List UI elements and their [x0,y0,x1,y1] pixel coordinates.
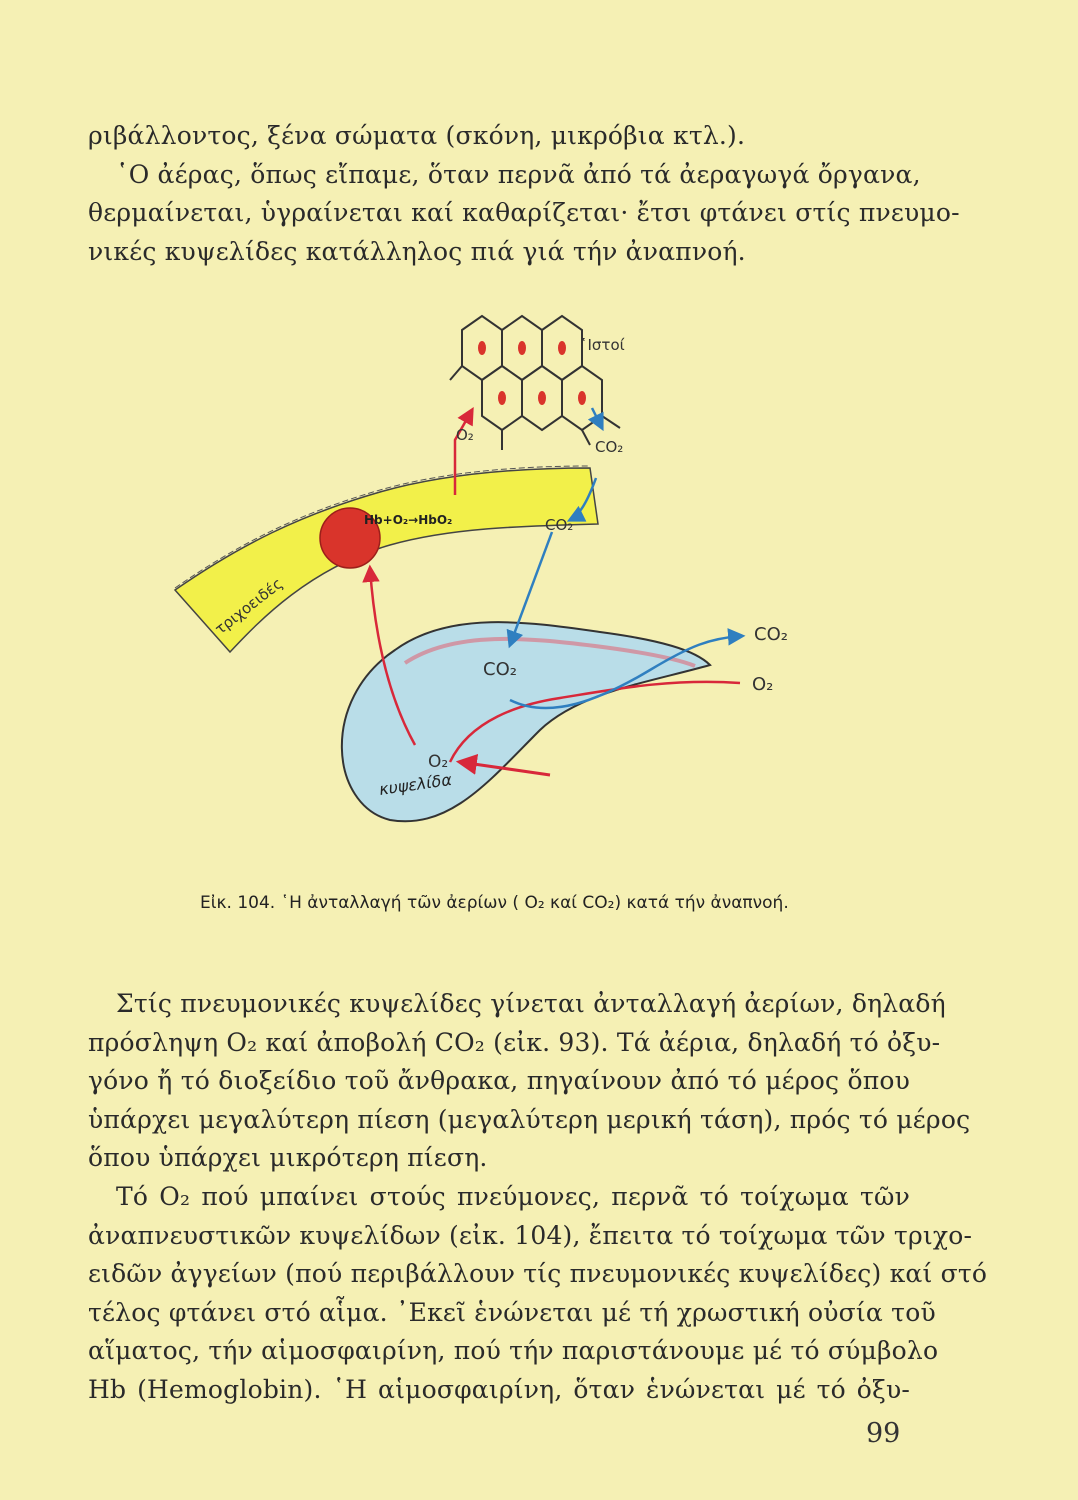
o2-alveolus-label: O₂ [428,752,449,772]
text-line: νικές κυψελίδες κατάλληλος πιά γιά τήν ἀναπνοή. [88,236,746,266]
figure-caption: Εἰκ. 104. ῾Η ἀνταλλαγή τῶν ἀερίων ( O₂ καί CO₂) κατά τήν ἀναπνοή. [200,893,789,913]
gas-exchange-diagram [150,300,850,860]
co2-out-label: CO₂ [754,624,788,645]
paragraph-2 [88,985,971,1178]
co2-capillary-label: CO₂ [545,516,574,534]
paragraph-3 [88,1178,988,1409]
text-line: αἵματος, τήν αἱμοσφαιρίνη, πού τήν παριστάνουμε μέ τό σύμβολο [88,1336,939,1365]
o2-top-label: O₂ [456,426,474,444]
co2-alveolus-label: CO₂ [483,659,517,680]
o2-in-label: O₂ [752,674,774,695]
text-line: Τό O₂ πού μπαίνει στούς πνεύμονες, περνᾶ τό τοίχωμα τῶν [116,1182,910,1211]
reaction-label: Hb+O₂→HbO₂ [364,513,453,527]
text-line: πρόσληψη O₂ καί ἀποβολή CO₂ (εἰκ. 93). Τά ἀέρια, δηλαδή τό ὀξυ- [88,1027,941,1057]
text-line: ὅπου ὑπάρχει μικρότερη πίεση. [88,1143,488,1172]
text-line: Hb (Hemoglobin). ῾Η αἱμοσφαιρίνη, ὅταν ἑνώνεται μέ τό ὀξυ- [88,1374,910,1404]
text-line: ειδῶν ἀγγείων (πού περιβάλλουν τίς πνευμονικές κυψελίδες) καί στό [88,1259,988,1288]
co2-top-label: CO₂ [595,438,624,456]
text-line: Στίς πνευμονικές κυψελίδες γίνεται ἀνταλλαγή ἀερίων, δηλαδή [116,989,946,1018]
page-number: 99 [866,1418,901,1449]
text-line: θερμαίνεται, ὑγραίνεται καί καθαρίζεται· ἔτσι φτάνει στίς πνευμο- [88,198,960,227]
text-line: ὑπάρχει μεγαλύτερη πίεση (μεγαλύτερη μερική τάση), πρός τό μέρος [88,1104,971,1134]
text-line: τέλος φτάνει στό αἷμα. ᾿Εκεῖ ἑνώνεται μέ τή χρωστική οὐσία τοῦ [88,1297,936,1327]
alveolus-label: κυψελίδα [377,769,453,799]
text-line: ῾Ο ἀέρας, ὅπως εἴπαμε, ὅταν περνᾶ ἀπό τά ἀεραγωγά ὄργανα, [116,159,921,189]
tissues-label: ῾Ιστοί [580,336,625,354]
text-line: ἀναπνευστικῶν κυψελίδων (εἰκ. 104), ἔπειτα τό τοίχωμα τῶν τριχο- [88,1220,973,1250]
capillaries-label: τριχοειδές [211,574,287,639]
paragraph-1 [88,117,960,271]
text-line: ριβάλλοντος, ξένα σώματα (σκόνη, μικρόβια κτλ.). [88,121,746,150]
text-line: γόνο ἤ τό διοξείδιο τοῦ ἄνθρακα, πηγαίνουν ἀπό τό μέρος ὅπου [88,1066,910,1095]
